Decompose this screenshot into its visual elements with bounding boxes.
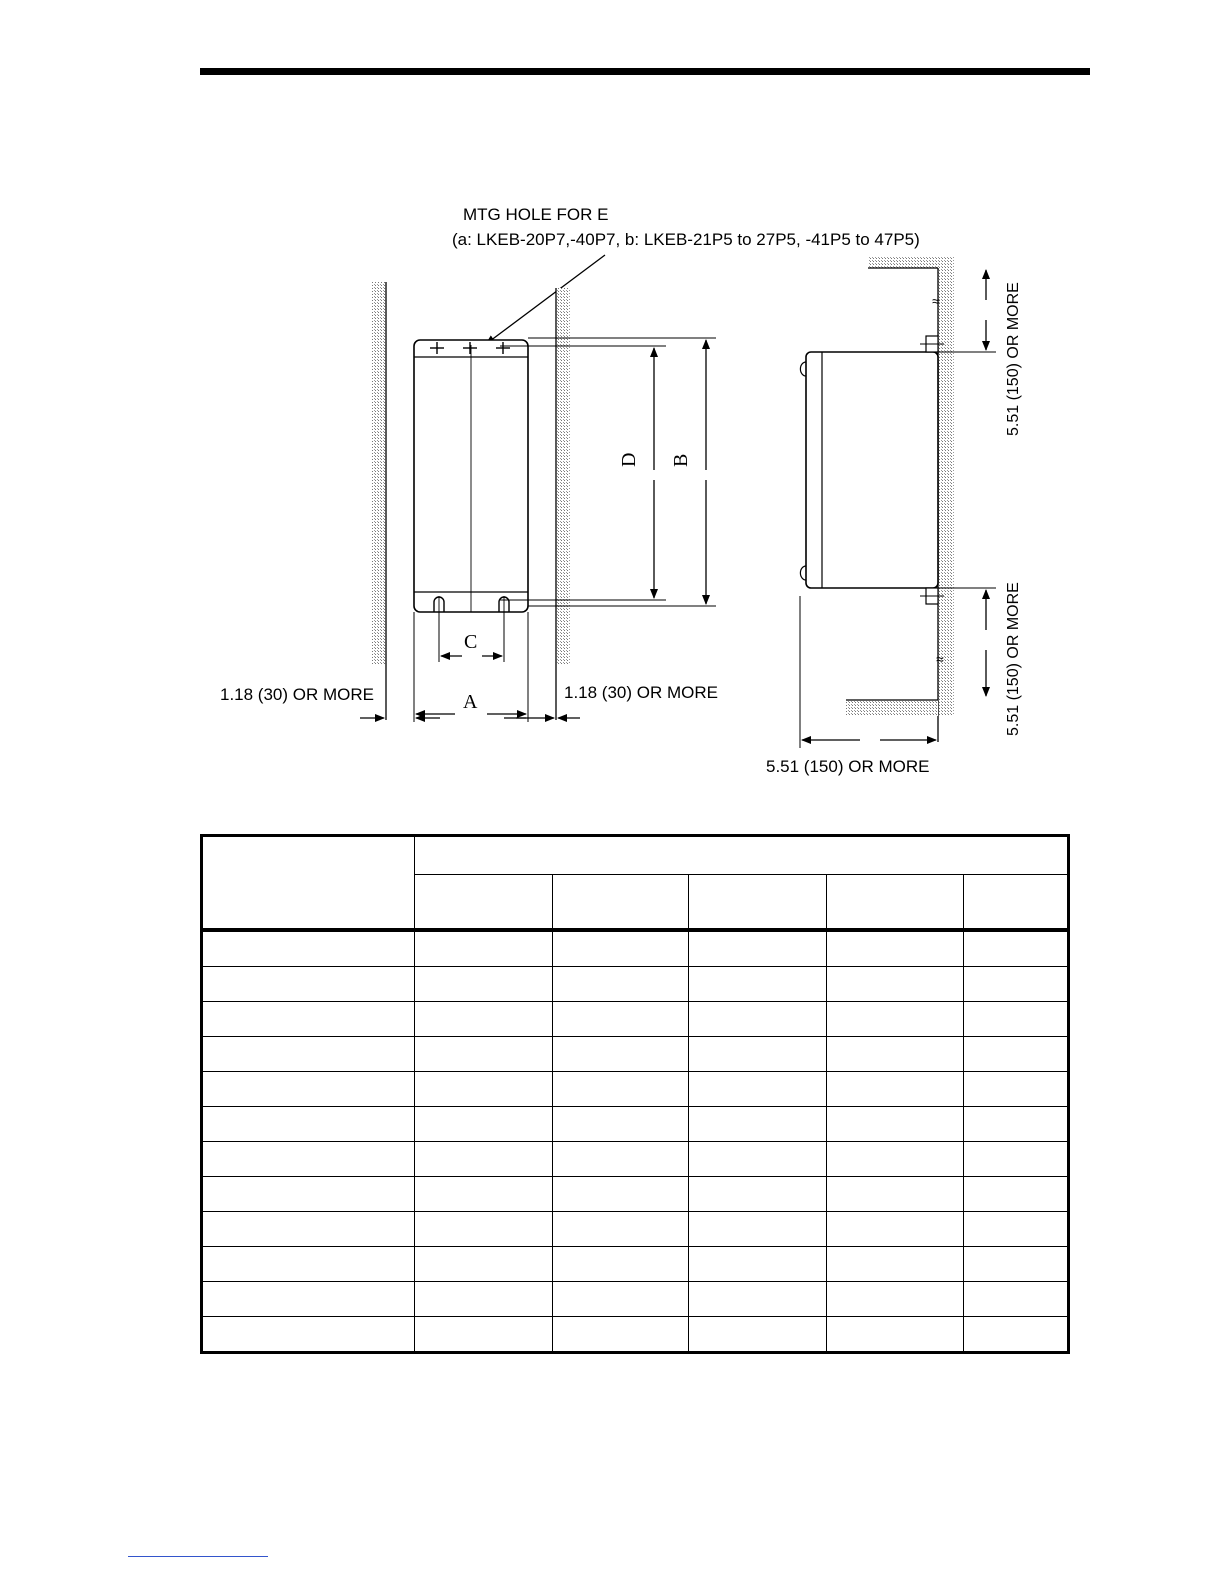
- table-row: [202, 967, 1069, 1002]
- table-row: [202, 1002, 1069, 1037]
- header-col: [964, 875, 1069, 931]
- clearance-top-label: 5.51 (150) OR MORE: [1005, 282, 1022, 436]
- header-dimensions-cell: [415, 836, 1069, 875]
- clearance-bottom-label: 5.51 (150) OR MORE: [1005, 582, 1022, 736]
- label-a: A: [463, 691, 478, 713]
- bottom-link-underline: [128, 1556, 268, 1557]
- clearance-front-label: 5.51 (150) OR MORE: [766, 757, 930, 776]
- callout-line1: MTG HOLE FOR E: [463, 205, 609, 224]
- side-view: [800, 336, 944, 604]
- table-row: [202, 930, 1069, 967]
- callout-line2: (a: LKEB-20P7,-40P7, b: LKEB-21P5 to 27P5, -41P5 to 47P5): [452, 230, 920, 249]
- table-row: [202, 1037, 1069, 1072]
- dimension-table: [200, 834, 1070, 1354]
- table-row: [202, 1142, 1069, 1177]
- table-row: [202, 1247, 1069, 1282]
- header-col: [689, 875, 827, 931]
- svg-text:≈: ≈: [932, 293, 940, 309]
- table-row: [202, 1282, 1069, 1317]
- table-row: [202, 1177, 1069, 1212]
- table-row: [202, 1107, 1069, 1142]
- header-col: [826, 875, 964, 931]
- svg-text:≈: ≈: [936, 651, 944, 667]
- clearance-right-label: 1.18 (30) OR MORE: [564, 683, 718, 702]
- table-row: [202, 1317, 1069, 1353]
- header-model-cell: [202, 836, 415, 931]
- label-d: D: [618, 452, 640, 467]
- front-view: [414, 340, 528, 612]
- clearance-left-label: 1.18 (30) OR MORE: [220, 685, 374, 704]
- label-b: B: [670, 453, 692, 467]
- table-row: [202, 1212, 1069, 1247]
- header-col: [415, 875, 553, 931]
- header-col: [552, 875, 689, 931]
- table-row: [202, 1072, 1069, 1107]
- label-c: C: [464, 631, 478, 653]
